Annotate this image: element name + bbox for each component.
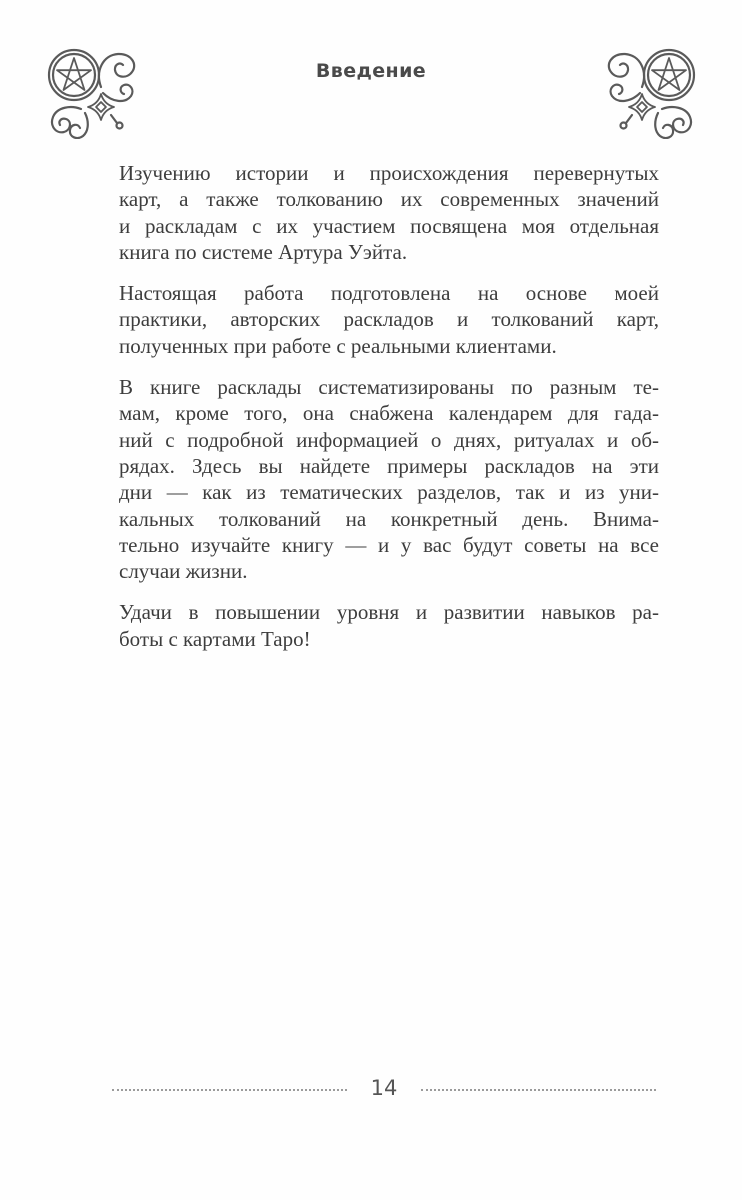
text-line: В книге расклады систематизированы по разным те- [119, 375, 659, 400]
text-line: ний с подробной информацией о днях, ритуалах и об- [119, 427, 659, 452]
page-number: 14 [370, 1076, 398, 1100]
text-line: и раскладам с их участием посвящена моя отдельная [119, 213, 659, 238]
body-text [119, 160, 659, 652]
text-line: рядах. Здесь вы найдете примеры раскладов на эти [119, 453, 659, 478]
chapter-title: Введение [315, 60, 427, 82]
paragraph [119, 160, 659, 265]
text-line: дни — как из тематических разделов, так и из уни- [119, 480, 659, 505]
dotted-leader-left [112, 1089, 347, 1091]
text-line: тельно изучайте книгу — и у вас будут советы на все [119, 532, 659, 557]
text-line: мам, кроме того, она снабжена календарем для гада- [119, 401, 659, 426]
paragraph [119, 374, 659, 584]
text-line: Изучению истории и происхождения перевернутых [119, 161, 659, 185]
paragraph [119, 280, 659, 359]
text-line: Удачи в повышении уровня и развитии навыков ра- [119, 600, 659, 625]
text-line: книга по системе Артура Уэйта. [119, 239, 408, 264]
text-line: полученных при работе с реальными клиентами. [119, 333, 557, 358]
dotted-leader-right [421, 1089, 656, 1091]
paragraph [119, 599, 659, 652]
text-line: практики, авторских раскладов и толкований карт, [119, 307, 659, 332]
text-line: Настоящая работа подготовлена на основе моей [119, 281, 659, 306]
text-line: боты с картами Таро! [119, 626, 311, 651]
text-line: кальных толкований на конкретный день. Внима- [119, 506, 659, 531]
text-line: карт, а также толкованию их современных значений [119, 187, 659, 212]
page-footer [112, 1076, 656, 1100]
text-line: случаи жизни. [119, 559, 248, 584]
